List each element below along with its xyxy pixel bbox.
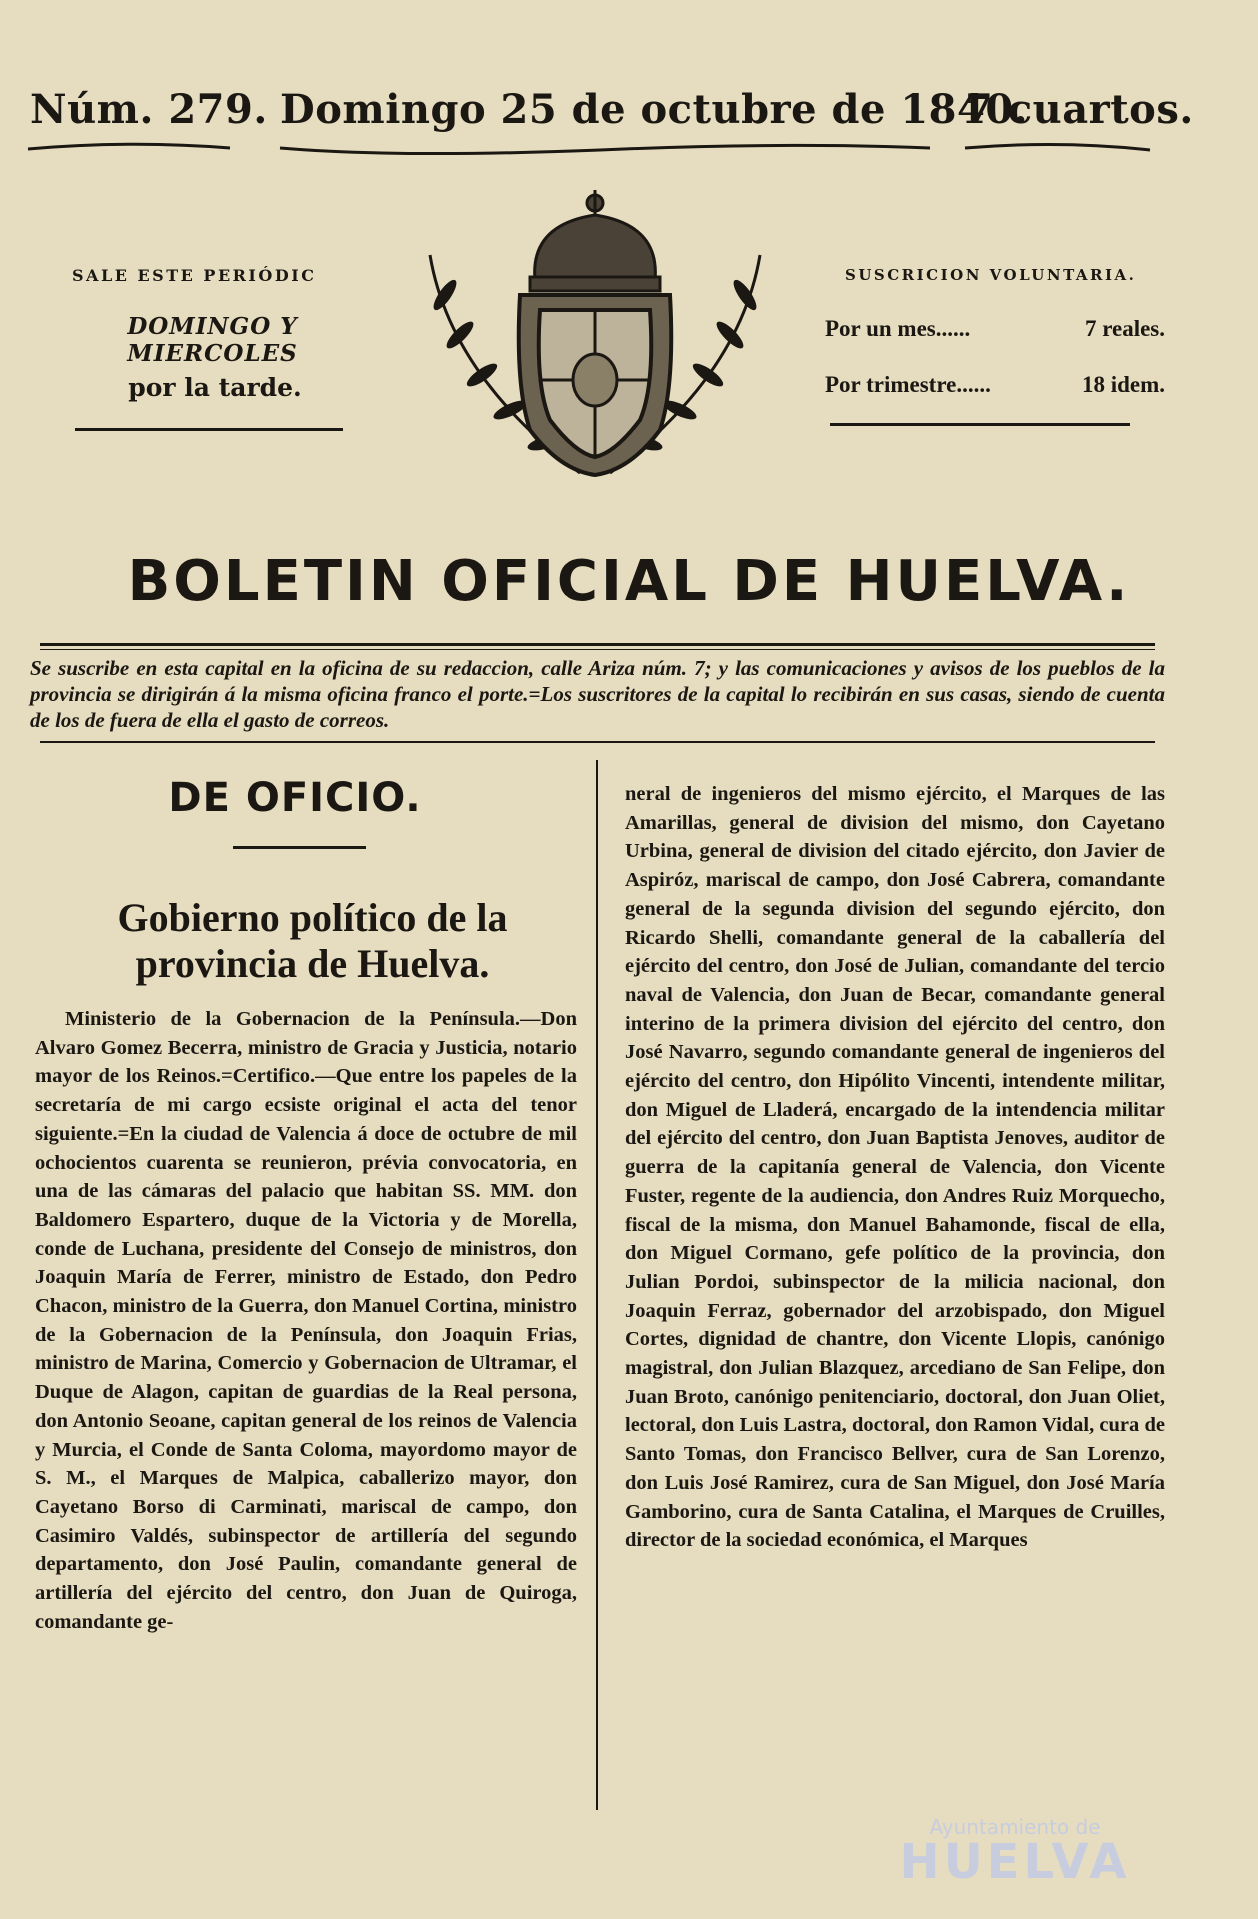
archive-watermark [850,1815,1180,1890]
issue-date: Domingo 25 de octubre de 1840. [280,86,1029,133]
subscription-label: SUSCRICION VOLUNTARIA. [845,266,1137,284]
masthead-rule-top [40,643,1155,646]
subscription-monthly [825,316,1165,342]
monthly-price: 7 reales. [1084,316,1165,341]
monthly-label: Por un mes...... [825,316,971,341]
column-divider [596,760,598,1810]
quarterly-price: 18 idem. [1081,372,1165,397]
issue-number: Núm. 279. [30,86,268,133]
subscription-quarterly [825,372,1165,398]
publication-schedule-label: SALE ESTE PERIÓDIC [72,266,317,285]
royal-coat-of-arms-emblem [390,185,800,485]
right-divider [830,423,1130,426]
watermark-line1: Ayuntamiento de [929,1815,1101,1839]
publication-time: por la tarde. [128,373,302,402]
masthead-title: BOLETIN OFICIAL DE HUELVA. [127,549,1131,614]
subscription-notice: Se suscribe en esta capital en la oficina de su redaccion, calle Ariza núm. 7; y las comunicaciones y avisos de los pueblos de la provincia se dirigirán á la misma oficina franco el porte.=Los suscritores de la capital lo recibirán en sus casas, siendo de cuenta de los de fuera de ella el gasto de correos. [30,656,1165,732]
section-heading: DE OFICIO. [168,775,422,821]
notice-rule-bottom [40,741,1155,743]
watermark-line2: HUELVA [899,1834,1131,1890]
issue-price: 7 cuartos. [965,86,1194,133]
left-divider [75,428,343,431]
section-heading-rule [233,846,366,849]
masthead-rule-thin [40,649,1155,650]
quarterly-label: Por trimestre...... [825,372,991,397]
header-ornament-rules [0,134,1258,164]
publication-days: DOMINGO Y MIERCOLES [127,313,298,367]
article-body-left-column: Ministerio de la Gobernacion de la Península.—Don Alvaro Gomez Becerra, ministro de Gracia y Justicia, notario mayor de los Reinos.=Certifico.—Que entre los papeles de la secretaría de mi cargo ecsiste original el acta del tenor siguiente.=En la ciudad de Valencia á doce de octubre de mil ochocientos cuarenta se reunieron, prévia convocatoria, en una de las cámaras del palacio que habitan SS. MM. don Baldomero Espartero, duque de la Victoria y de Morella, conde de Luchana, presidente del Consejo de ministros, don Joaquin María de Ferrer, ministro de Estado, don Pedro Chacon, ministro de la Guerra, don Manuel Cortina, ministro de la Gobernacion de la Península, don Joaquin Frias, ministro de Marina, Comercio y Gobernacion de Ultramar, el Duque de Alagon, capitan de guardias de la Real persona, don Antonio Seoane, capitan general de los reinos de Valencia y Murcia, el Conde de Santa Coloma, mayordomo mayor de S. M., el Marques de Malpica, caballerizo mayor, don Cayetano Borso di Carminati, mariscal de campo, don Casimiro Valdés, subinspector de artillería del segundo departamento, don José Paulin, comandante general de artillería del ejército del centro, don Juan de Quiroga, comandante ge- [35,1008,577,1633]
article-body-right-column: neral de ingenieros del mismo ejército, el Marques de las Amarillas, general de division del mismo, don Cayetano Urbina, general de division del citado ejército, don Javier de Aspiróz, mariscal de campo, don José Cabrera, comandante general de la segunda division del segundo ejército, don Ricardo Shelli, comandante general de la caballería del ejército del centro, don José de Julian, comandante del tercio naval de Valencia, don Juan de Becar, comandante general interino de la primera division del ejército del centro, don José Navarro, segundo comandante general de ingenieros del ejército del centro, don Hipólito Vincenti, intendente militar, don Miguel de Lladerá, encargado de la intendencia militar del ejército del centro, don Juan Baptista Jenoves, auditor de guerra de la capitanía general de Valencia, don Vicente Fuster, regente de la audiencia, don Andres Ruiz Morquecho, fiscal de la misma, don Manuel Bahamonde, fiscal de ella, don Miguel Cormano, gefe político de la provincia, don Julian Pordoi, subinspector de la milicia nacional, don Joaquin Ferraz, gobernador del arzobispado, don Miguel Cortes, dignidad de chantre, don Vicente Llopis, canónigo magistral, don Julian Blazquez, arcediano de San Felipe, don Juan Broto, canónigo penitenciario, doctoral, don Juan Oliet, lectoral, don Luis Lastra, doctoral, don Ramon Vidal, cura de Santo Tomas, don Francisco Bellver, cura de San Lorenzo, don Luis José Ramirez, cura de San Miguel, don José María Gamborino, cura de Santa Catalina, el Marques de Cruilles, director de la sociedad económica, el Marques [625,783,1165,1552]
article-title: Gobierno político de la provincia de Huelva. [117,895,508,986]
